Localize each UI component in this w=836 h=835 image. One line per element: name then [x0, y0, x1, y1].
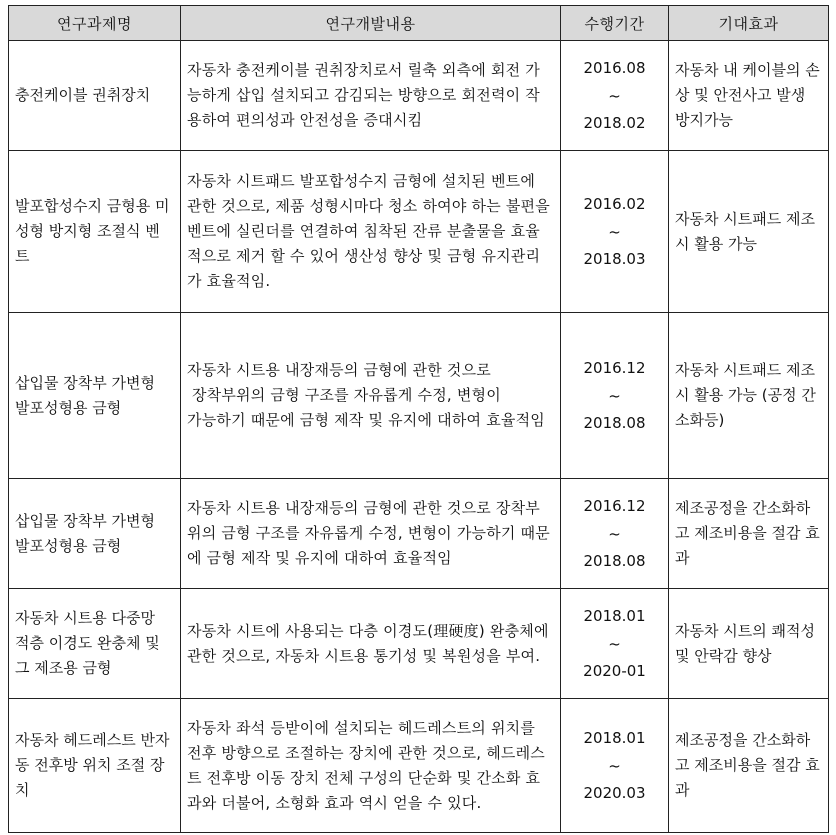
period-end: 2020.03: [583, 783, 646, 802]
content-line: 장착부위의 금형 구조를 자유롭게 수정, 변형이: [187, 386, 501, 404]
period-end: 2020-01: [583, 661, 646, 680]
table-row: [9, 313, 829, 479]
project-period: [561, 151, 669, 313]
project-content: 자동차 충전케이블 권취장치로서 릴축 외측에 회전 가능하게 삽입 설치되고 감김되는 방향으로 회전력이 작용하여 편의성과 안전성을 증대시킴: [181, 41, 561, 151]
expected-effect: 제조공정을 간소화하고 제조비용을 절감 효과: [669, 479, 829, 589]
header-content: 연구개발내용: [181, 6, 561, 41]
header-effect: 기대효과: [669, 6, 829, 41]
period-start: 2016.08: [583, 58, 646, 77]
period-start: 2018.01: [583, 606, 646, 625]
header-title: 연구과제명: [9, 6, 181, 41]
content-line: 자동차 시트용 내장재등의 금형에 관한 것으로: [187, 361, 491, 379]
expected-effect: 자동차 시트의 쾌적성 및 안락감 향상: [669, 589, 829, 699]
project-period: [561, 41, 669, 151]
period-separator: ~: [608, 386, 621, 405]
period-separator: ~: [608, 756, 621, 775]
project-period: [561, 699, 669, 833]
expected-effect: 제조공정을 간소화하고 제조비용을 절감 효과: [669, 699, 829, 833]
expected-effect: 자동차 시트패드 제조시 활용 가능 (공정 간소화등): [669, 313, 829, 479]
period-start: 2016.12: [583, 496, 646, 515]
period-separator: ~: [608, 524, 621, 543]
project-title: 삽입물 장착부 가변형 발포성형용 금형: [9, 479, 181, 589]
project-content: 자동차 시트용 내장재등의 금형에 관한 것으로 장착부위의 금형 구조를 자유롭게 수정, 변형이 가능하기 때문에 금형 제작 및 유지에 대하여 효율적임: [181, 479, 561, 589]
period-separator: ~: [608, 86, 621, 105]
project-title: 자동차 헤드레스트 반자동 전후방 위치 조절 장치: [9, 699, 181, 833]
table-row: [9, 479, 829, 589]
research-table: [8, 5, 829, 833]
project-content: [181, 313, 561, 479]
expected-effect: 자동차 내 케이블의 손상 및 안전사고 발생 방지가능: [669, 41, 829, 151]
period-end: 2018.08: [583, 551, 646, 570]
header-period: 수행기간: [561, 6, 669, 41]
project-title: 자동차 시트용 다중망 적층 이경도 완충체 및 그 제조용 금형: [9, 589, 181, 699]
table-row: [9, 589, 829, 699]
project-title: 발포합성수지 금형용 미성형 방지형 조절식 벤트: [9, 151, 181, 313]
period-end: 2018.02: [583, 113, 646, 132]
table-row: [9, 151, 829, 313]
project-title: 충전케이블 권취장치: [9, 41, 181, 151]
expected-effect: 자동차 시트패드 제조시 활용 가능: [669, 151, 829, 313]
project-content: 자동차 시트패드 발포합성수지 금형에 설치된 벤트에 관한 것으로, 제품 성형시마다 청소 하여야 하는 불편을 벤트에 실린더를 연결하여 침착된 잔류 분출물을 효율적으로 제거 할 수 있어 생산성 향상 및 금형 유지관리가 효율적임.: [181, 151, 561, 313]
period-separator: ~: [608, 634, 621, 653]
period-start: 2016.02: [583, 194, 646, 213]
period-separator: ~: [608, 222, 621, 241]
project-title: 삽입물 장착부 가변형 발포성형용 금형: [9, 313, 181, 479]
project-content: 자동차 시트에 사용되는 다층 이경도(理硬度) 완충체에 관한 것으로, 자동차 시트용 통기성 및 복원성을 부여.: [181, 589, 561, 699]
project-content: 자동차 좌석 등받이에 설치되는 헤드레스트의 위치를 전후 방향으로 조절하는 장치에 관한 것으로, 헤드레스트 전후방 이동 장치 전체 구성의 단순화 및 간소화 효과와 더불어, 소형화 효과 역시 얻을 수 있다.: [181, 699, 561, 833]
period-end: 2018.03: [583, 249, 646, 268]
project-period: [561, 479, 669, 589]
period-start: 2016.12: [583, 358, 646, 377]
table-row: [9, 41, 829, 151]
content-line: 가능하기 때문에 금형 제작 및 유지에 대하여 효율적임: [187, 411, 545, 429]
period-start: 2018.01: [583, 728, 646, 747]
table-row: [9, 699, 829, 833]
project-period: [561, 589, 669, 699]
header-row: [9, 6, 829, 41]
project-period: [561, 313, 669, 479]
period-end: 2018.08: [583, 413, 646, 432]
